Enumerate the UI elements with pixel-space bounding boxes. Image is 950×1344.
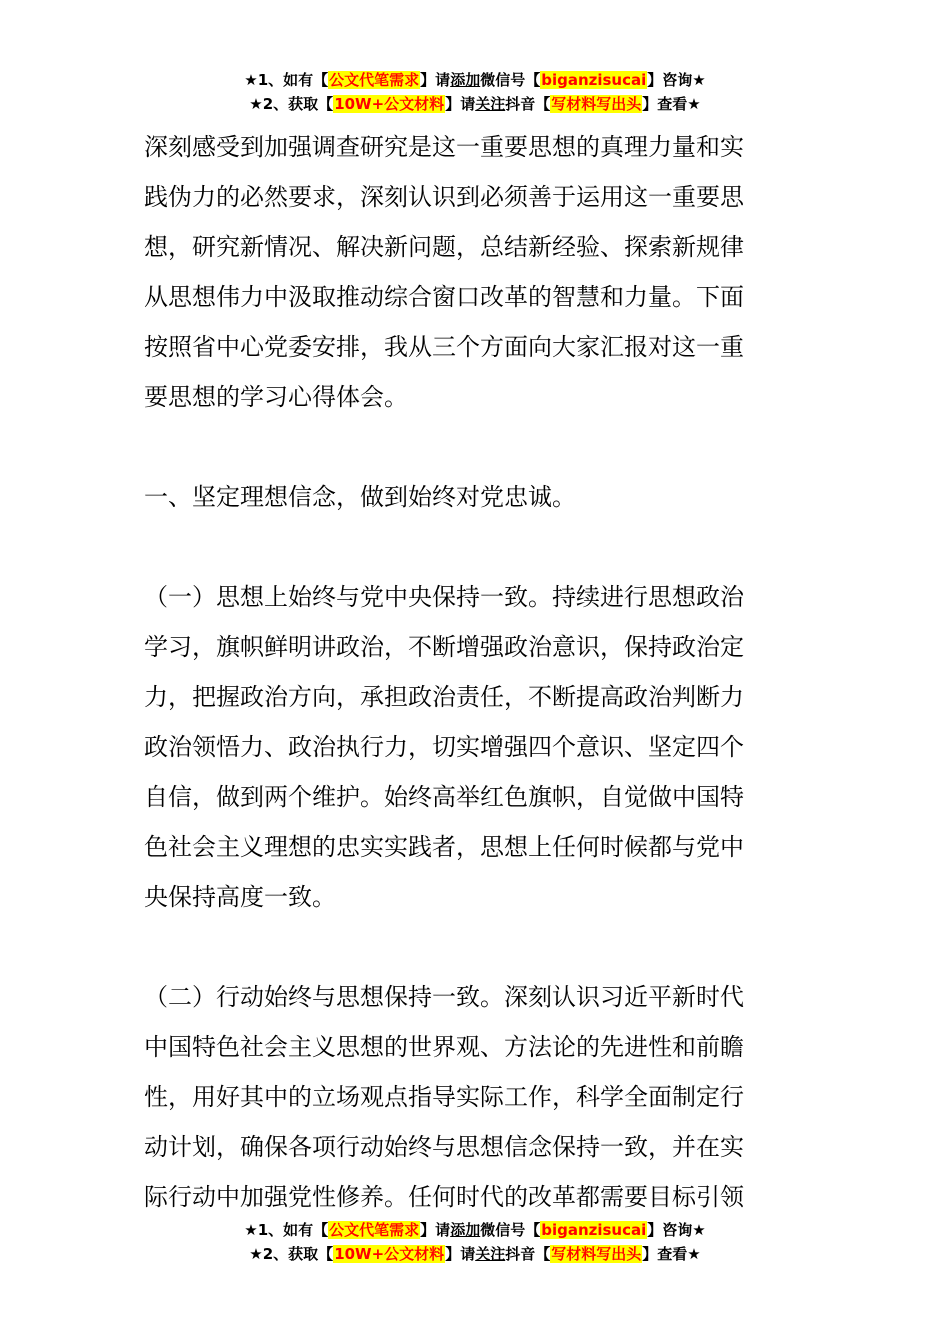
body-line: 深刻感受到加强调查研究是这一重要思想的真理力量和实 [144,133,744,161]
banner-underlined-text: 添加 [450,71,481,89]
banner-highlight: 公文代笔需求 [329,71,420,89]
banner-highlight: 10W+公文材料 [334,1245,445,1263]
banner-line-1: ★1、如有【公文代笔需求】请添加微信号【biganzisucai】咨询★ [244,1221,706,1239]
banner-highlight: 公文代笔需求 [329,1221,420,1239]
banner-highlight: 写材料写出头 [551,1245,642,1263]
body-line: 动计划，确保各项行动始终与思想信念保持一致，并在实 [144,1133,744,1161]
body-line: 色社会主义理想的忠实实践者，思想上任何时候都与党中 [144,833,744,861]
document-body [144,122,808,1222]
banner-line-2: ★2、获取【10W+公文材料】请关注抖音【写材料写出头】查看★ [249,1245,701,1263]
banner-highlight: 10W+公文材料 [334,95,445,113]
banner-highlight: biganzisucai [541,71,647,89]
paragraph-spacer [144,422,808,472]
body-line: 想，研究新情况、解决新问题，总结新经验、探索新规律 [144,233,744,261]
body-line: 性，用好其中的立场观点指导实际工作，科学全面制定行 [144,1083,744,1111]
body-line: 践伪力的必然要求，深刻认识到必须善于运用这一重要思 [144,183,744,211]
body-line: 从思想伟力中汲取推动综合窗口改革的智慧和力量。下面 [144,283,744,311]
body-line: （一）思想上始终与党中央保持一致。持续进行思想政治 [144,583,744,611]
paragraph-spacer [144,922,808,972]
body-line: 际行动中加强党性修养。任何时代的改革都需要目标引领 [144,1183,744,1211]
body-line: 央保持高度一致。 [144,883,336,911]
body-line: 力，把握政治方向，承担政治责任，不断提高政治判断力 [144,683,744,711]
banner-highlight: 写材料写出头 [551,95,642,113]
header-banner [0,68,950,116]
body-line: 按照省中心党委安排，我从三个方面向大家汇报对这一重 [144,333,744,361]
paragraph-spacer [144,522,808,572]
banner-underlined-text: 关注 [475,95,506,113]
body-line: 自信，做到两个维护。始终高举红色旗帜，自觉做中国特 [144,783,744,811]
banner-underlined-text: 关注 [475,1245,506,1263]
section-heading: 一、坚定理想信念，做到始终对党忠诚。 [144,483,576,511]
body-line: 中国特色社会主义思想的世界观、方法论的先进性和前瞻 [144,1033,744,1061]
body-line: （二）行动始终与思想保持一致。深刻认识习近平新时代 [144,983,744,1011]
banner-highlight: biganzisucai [541,1221,647,1239]
body-line: 要思想的学习心得体会。 [144,383,408,411]
body-line: 政治领悟力、政治执行力，切实增强四个意识、坚定四个 [144,733,744,761]
banner-line-2: ★2、获取【10W+公文材料】请关注抖音【写材料写出头】查看★ [249,95,701,113]
footer-banner [0,1218,950,1266]
body-line: 学习，旗帜鲜明讲政治，不断增强政治意识，保持政治定 [144,633,744,661]
banner-underlined-text: 添加 [450,1221,481,1239]
banner-line-1: ★1、如有【公文代笔需求】请添加微信号【biganzisucai】咨询★ [244,71,706,89]
